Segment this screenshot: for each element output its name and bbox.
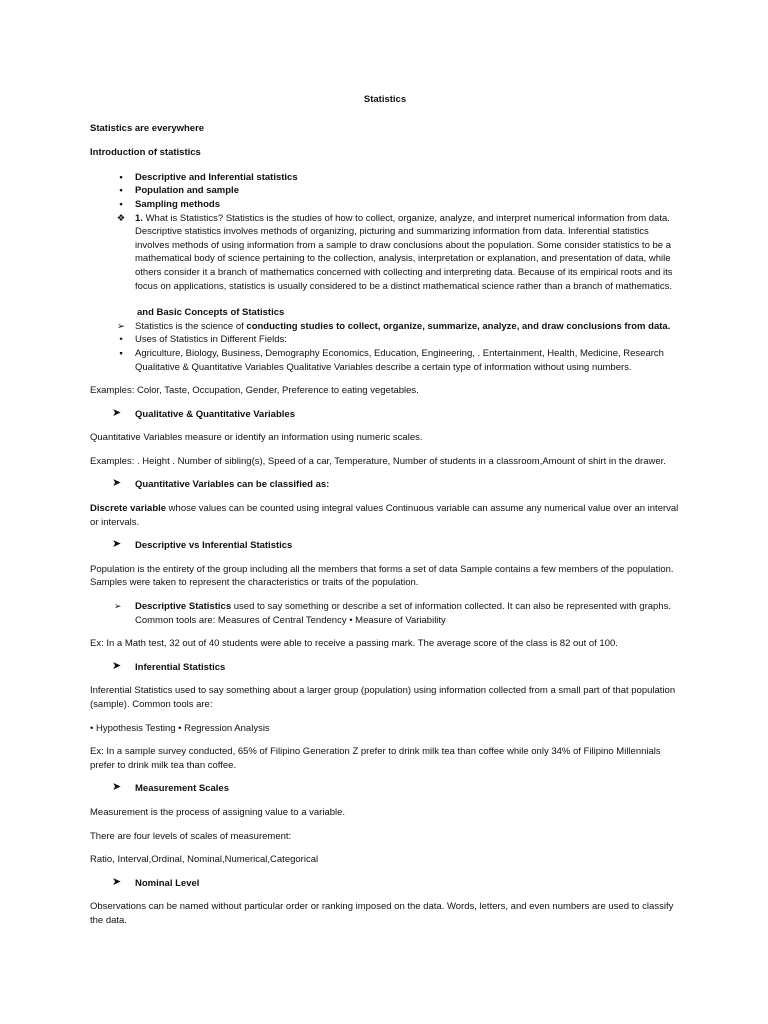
list-item <box>90 171 680 185</box>
population-definition: Population is the entirety of the group including all the members that forms a set of data Sample contains a few members of the population. Samples were taken to represent the characteristics or traits of the population. <box>90 563 674 589</box>
bullet-icon: • <box>119 185 123 197</box>
fields-text: Agriculture, Biology, Business, Demography Economics, Education, Engineering, . Entertainment, Health, Medicine, Research Qualitative & Quantitative Variables Qualitative Variables describe a certain type of information without using numbers. <box>135 347 664 373</box>
uses-heading: Uses of Statistics in Different Fields: <box>135 334 287 346</box>
nominal-definition: Observations can be named without particular order or ranking imposed on the data. Words, letters, and even numbers are used to classify the data. <box>90 901 674 926</box>
heading-text: Inferential Statistics <box>135 661 226 673</box>
science-definition: conducting studies to collect, organize, summarize, analyze, and draw conclusions from data. <box>246 320 671 332</box>
statistics-definition: What is Statistics? Statistics is the studies of how to collect, organize, analyze, and interpret numerical information from data. Descriptive statistics involves methods of organizing, picturing and summarizing information from data. Inferential statistics involves methods of using information from a sample to draw conclusions about the population. Some consider statistics to be a mathematical body of science pertaining to the collection, analysis, interpretation or explanation, and presentation of data, while others consider it a branch of mathematics concerned with collecting and interpreting data. Because of its empirical roots and its focus on applications, statistics is usually considered to be a distinct mathematical science rather than a branch of mathematics. <box>135 212 673 292</box>
bullet-icon: • <box>119 171 123 183</box>
arrow-icon: ➤ <box>112 659 122 672</box>
document-title: Statistics <box>363 94 407 105</box>
list-item-text: Sampling methods <box>135 198 220 210</box>
list-item <box>90 347 680 374</box>
bullet-icon: • <box>119 198 123 210</box>
quantitative-definition: Quantitative Variables measure or identify an information using numeric scales. <box>90 432 423 444</box>
examples-qualitative: Examples: Color, Taste, Occupation, Gender, Preference to eating vegetables. <box>90 385 419 397</box>
concepts-list <box>90 320 680 374</box>
heading-text: Quantitative Variables can be classified as: <box>135 479 330 491</box>
heading-text: Nominal Level <box>135 877 200 889</box>
intro-heading: Introduction of statistics <box>90 147 201 159</box>
arrow-bullet-icon: ➢ <box>114 601 122 612</box>
question-number: 1. <box>135 212 143 224</box>
descriptive-term: Descriptive Statistics <box>135 601 232 613</box>
arrow-bullet-icon: ➢ <box>117 320 125 332</box>
intro-bullet-list <box>90 171 680 293</box>
bullet-icon: • <box>119 334 123 346</box>
section-heading <box>90 539 680 553</box>
list-item <box>90 333 680 347</box>
four-levels-text: There are four levels of scales of measurement: <box>90 830 292 842</box>
arrow-icon: ➤ <box>112 781 122 794</box>
section-heading <box>90 782 680 796</box>
square-bullet-icon: ▪ <box>119 347 123 359</box>
list-item <box>90 212 680 294</box>
list-item <box>90 184 680 198</box>
list-item-text: Population and sample <box>135 185 239 197</box>
inferential-definition: Inferential Statistics used to say something about a larger group (population) using information collected from a small part of that population (sample). Common tools are: <box>90 685 676 710</box>
math-example: Ex: In a Math test, 32 out of 40 students were able to receive a passing mark. The average score of the class is 82 out of 100. <box>90 638 618 650</box>
section-heading <box>90 877 680 891</box>
heading-text: Descriptive vs Inferential Statistics <box>135 540 293 552</box>
document-page <box>90 93 680 938</box>
levels-list: Ratio, Interval,Ordinal, Nominal,Numerical,Categorical <box>90 854 319 866</box>
diamond-bullet-icon: ❖ <box>116 212 126 224</box>
examples-quantitative: Examples: . Height . Number of sibling(s), Speed of a car, Temperature, Number of students in a classroom,Amount of shirt in the drawer. <box>90 455 666 467</box>
list-item <box>90 600 680 627</box>
measurement-definition: Measurement is the process of assigning value to a variable. <box>90 806 346 818</box>
survey-example: Ex: In a sample survey conducted, 65% of Filipino Generation Z prefer to drink milk tea than coffee while only 34% of Filipino Millennials prefer to drink milk tea than coffee. <box>90 746 661 771</box>
discrete-definition: whose values can be counted using integral values Continuous variable can assume any numerical value over an interval or intervals. <box>90 503 679 528</box>
section-heading <box>90 661 680 675</box>
arrow-icon: ➤ <box>112 406 122 419</box>
heading-text: Qualitative & Quantitative Variables <box>135 408 295 420</box>
section-heading <box>90 408 680 422</box>
subtitle: Statistics are everywhere <box>90 122 205 134</box>
arrow-icon: ➤ <box>112 875 122 888</box>
section-heading <box>90 478 680 492</box>
basic-concepts-heading: and Basic Concepts of Statistics <box>137 307 285 319</box>
arrow-icon: ➤ <box>112 538 122 551</box>
inferential-tools: • Hypothesis Testing • Regression Analysis <box>90 722 270 734</box>
science-prefix: Statistics is the science of <box>135 320 247 332</box>
list-item <box>90 320 680 334</box>
list-item-text: Descriptive and Inferential statistics <box>135 171 298 183</box>
arrow-icon: ➤ <box>112 477 122 490</box>
discrete-term: Discrete variable <box>90 503 167 515</box>
list-item <box>90 198 680 212</box>
descriptive-definition: used to say something or describe a set of information collected. It can also be represented with graphs. Common tools are: Measures of Central Tendency • Measure of Variability <box>135 601 671 626</box>
discrete-variable-paragraph <box>90 502 680 529</box>
heading-text: Measurement Scales <box>135 783 229 795</box>
